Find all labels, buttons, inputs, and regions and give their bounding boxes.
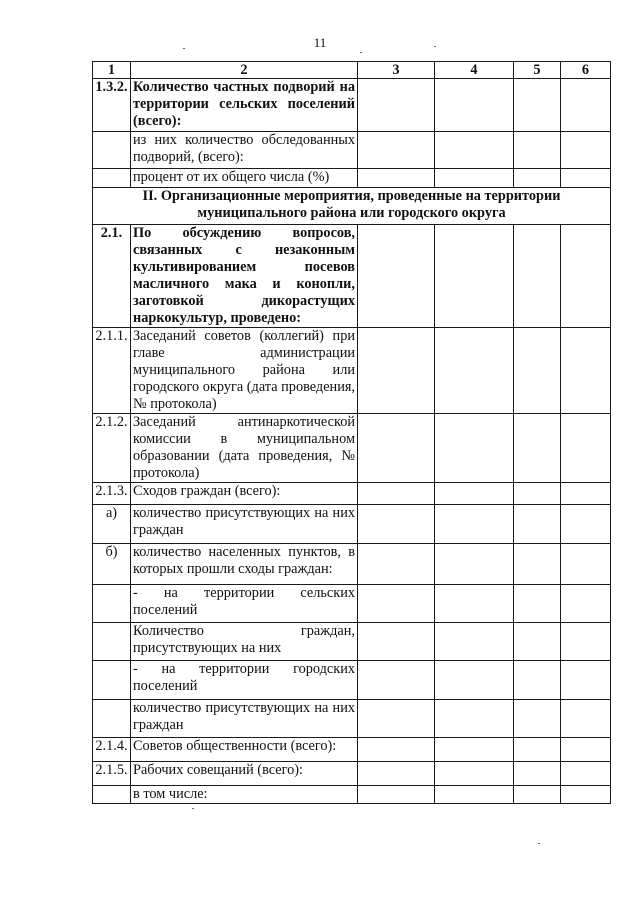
row-label: Советов общественности (всего):	[131, 738, 358, 762]
value-cell	[358, 169, 435, 188]
row-label: количество присутствующих на них граждан	[131, 700, 358, 738]
value-cell	[435, 762, 514, 786]
table-row	[93, 585, 611, 623]
table-row	[93, 623, 611, 661]
header-cell-2: 2	[131, 62, 358, 79]
table-row	[93, 661, 611, 700]
row-label: - на территории городских поселений	[131, 661, 358, 700]
value-cell	[435, 132, 514, 169]
row-label: Заседаний антинаркотической комиссии в муниципальном образовании (дата проведения, № протокола)	[131, 414, 358, 483]
value-cell	[514, 132, 561, 169]
value-cell	[358, 623, 435, 661]
row-label: количество присутствующих на них граждан	[131, 505, 358, 544]
value-cell	[358, 328, 435, 414]
value-cell	[358, 414, 435, 483]
value-cell	[514, 738, 561, 762]
value-cell	[561, 700, 611, 738]
value-cell	[561, 786, 611, 804]
value-cell	[514, 661, 561, 700]
value-cell	[358, 661, 435, 700]
header-cell-5: 5	[514, 62, 561, 79]
value-cell	[514, 169, 561, 188]
scan-speck	[192, 808, 194, 809]
table-row	[93, 79, 611, 132]
page-number: 11	[313, 35, 327, 50]
scan-speck	[538, 843, 540, 844]
value-cell	[435, 225, 514, 328]
table-row	[93, 414, 611, 483]
value-cell	[514, 328, 561, 414]
scan-speck	[434, 46, 436, 47]
value-cell	[358, 544, 435, 585]
value-cell	[561, 328, 611, 414]
value-cell	[561, 483, 611, 505]
value-cell	[358, 762, 435, 786]
value-cell	[358, 738, 435, 762]
row-number: 2.1.3.	[93, 483, 131, 505]
row-number	[93, 786, 131, 804]
row-number	[93, 585, 131, 623]
row-number: 2.1.	[93, 225, 131, 328]
value-cell	[514, 623, 561, 661]
row-label: Количество граждан, присутствующих на них	[131, 623, 358, 661]
value-cell	[435, 585, 514, 623]
table-row	[93, 762, 611, 786]
scan-speck	[183, 48, 185, 49]
row-number: б)	[93, 544, 131, 585]
section-title: II. Организационные мероприятия, проведенные на территории муниципального района или городского округа	[93, 188, 611, 225]
row-label: Рабочих совещаний (всего):	[131, 762, 358, 786]
row-number	[93, 169, 131, 188]
value-cell	[435, 700, 514, 738]
scan-speck	[360, 52, 362, 53]
value-cell	[435, 79, 514, 132]
value-cell	[435, 661, 514, 700]
value-cell	[358, 79, 435, 132]
table-row	[93, 225, 611, 328]
value-cell	[514, 414, 561, 483]
row-label: - на территории сельских поселений	[131, 585, 358, 623]
value-cell	[358, 225, 435, 328]
table-row	[93, 505, 611, 544]
table-row	[93, 544, 611, 585]
value-cell	[514, 585, 561, 623]
value-cell	[514, 786, 561, 804]
row-label: По обсуждению вопросов, связанных с незаконным культивированием посевов масличного мака и конопли, заготовкой дикорастущих наркокультур, проведено:	[131, 225, 358, 328]
value-cell	[358, 132, 435, 169]
value-cell	[435, 544, 514, 585]
header-cell-1: 1	[93, 62, 131, 79]
row-label: Количество частных подворий на территории сельских поселений (всего):	[131, 79, 358, 132]
table-row	[93, 786, 611, 804]
value-cell	[514, 505, 561, 544]
row-number: 2.1.1.	[93, 328, 131, 414]
header-cell-3: 3	[358, 62, 435, 79]
section-row	[93, 188, 611, 225]
row-number: 2.1.4.	[93, 738, 131, 762]
value-cell	[561, 623, 611, 661]
report-table	[92, 61, 611, 804]
row-number: 2.1.5.	[93, 762, 131, 786]
header-cell-6: 6	[561, 62, 611, 79]
value-cell	[561, 225, 611, 328]
value-cell	[358, 786, 435, 804]
value-cell	[358, 505, 435, 544]
value-cell	[561, 505, 611, 544]
row-number: а)	[93, 505, 131, 544]
value-cell	[358, 700, 435, 738]
value-cell	[561, 661, 611, 700]
value-cell	[561, 544, 611, 585]
value-cell	[514, 225, 561, 328]
value-cell	[435, 623, 514, 661]
value-cell	[435, 786, 514, 804]
row-label: Сходов граждан (всего):	[131, 483, 358, 505]
value-cell	[561, 79, 611, 132]
header-row	[93, 62, 611, 79]
value-cell	[358, 585, 435, 623]
value-cell	[514, 483, 561, 505]
header-cell-4: 4	[435, 62, 514, 79]
row-label: Заседаний советов (коллегий) при главе администрации муниципального района или городского округа (дата проведения, № протокола)	[131, 328, 358, 414]
value-cell	[435, 483, 514, 505]
row-number	[93, 132, 131, 169]
row-number: 2.1.2.	[93, 414, 131, 483]
value-cell	[514, 700, 561, 738]
table-row	[93, 700, 611, 738]
row-number	[93, 700, 131, 738]
value-cell	[358, 483, 435, 505]
table-row	[93, 132, 611, 169]
value-cell	[561, 414, 611, 483]
value-cell	[561, 132, 611, 169]
value-cell	[561, 169, 611, 188]
row-label: количество населенных пунктов, в которых прошли сходы граждан:	[131, 544, 358, 585]
value-cell	[561, 738, 611, 762]
value-cell	[435, 169, 514, 188]
table-row	[93, 169, 611, 188]
row-number	[93, 623, 131, 661]
row-label: в том числе:	[131, 786, 358, 804]
value-cell	[514, 762, 561, 786]
table-row	[93, 328, 611, 414]
value-cell	[435, 738, 514, 762]
value-cell	[514, 544, 561, 585]
row-number	[93, 661, 131, 700]
row-label: из них количество обследованных подворий, (всего):	[131, 132, 358, 169]
value-cell	[514, 79, 561, 132]
value-cell	[435, 414, 514, 483]
row-number: 1.3.2.	[93, 79, 131, 132]
value-cell	[561, 762, 611, 786]
value-cell	[435, 505, 514, 544]
value-cell	[435, 328, 514, 414]
row-label: процент от их общего числа (%)	[131, 169, 358, 188]
value-cell	[561, 585, 611, 623]
table-row	[93, 483, 611, 505]
table-row	[93, 738, 611, 762]
